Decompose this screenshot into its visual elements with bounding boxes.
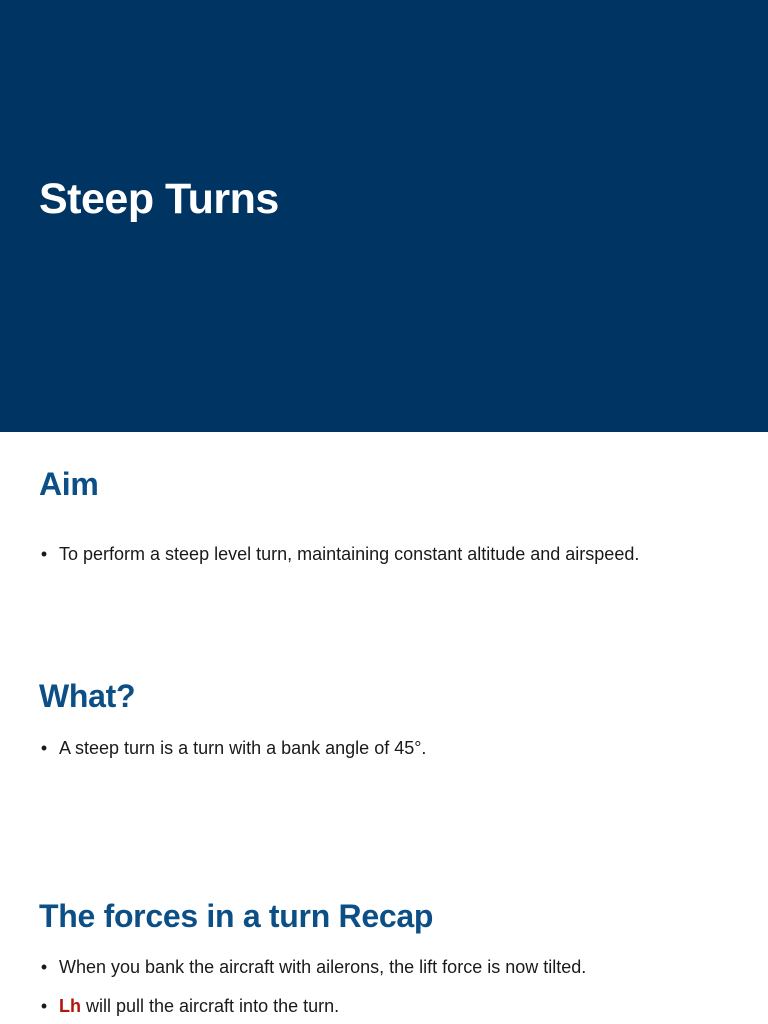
bullet-text: To perform a steep level turn, maintaining constant altitude and airspeed. bbox=[59, 544, 640, 564]
aim-bullet-list bbox=[39, 543, 639, 565]
forces-bullet-list bbox=[39, 956, 586, 1017]
bullet-text: will pull the aircraft into the turn. bbox=[81, 996, 340, 1016]
list-item bbox=[39, 543, 639, 565]
section-heading-what: What? bbox=[39, 678, 136, 714]
bullet-icon: • bbox=[40, 957, 48, 977]
bullet-icon: • bbox=[40, 996, 48, 1016]
bullet-icon: • bbox=[40, 544, 48, 564]
title-banner bbox=[0, 0, 768, 432]
highlighted-term: Lh bbox=[59, 996, 81, 1016]
list-item bbox=[39, 995, 586, 1017]
bullet-text: When you bank the aircraft with ailerons, the lift force is now tilted. bbox=[59, 957, 587, 977]
bullet-icon: • bbox=[40, 738, 48, 758]
what-bullet-list bbox=[39, 737, 426, 759]
section-heading-forces: The forces in a turn Recap bbox=[39, 898, 434, 934]
list-item bbox=[39, 737, 426, 759]
slide-title: Steep Turns bbox=[39, 175, 279, 223]
bullet-text: A steep turn is a turn with a bank angle of 45°. bbox=[59, 738, 427, 758]
section-heading-aim: Aim bbox=[39, 466, 99, 502]
list-item bbox=[39, 956, 586, 978]
